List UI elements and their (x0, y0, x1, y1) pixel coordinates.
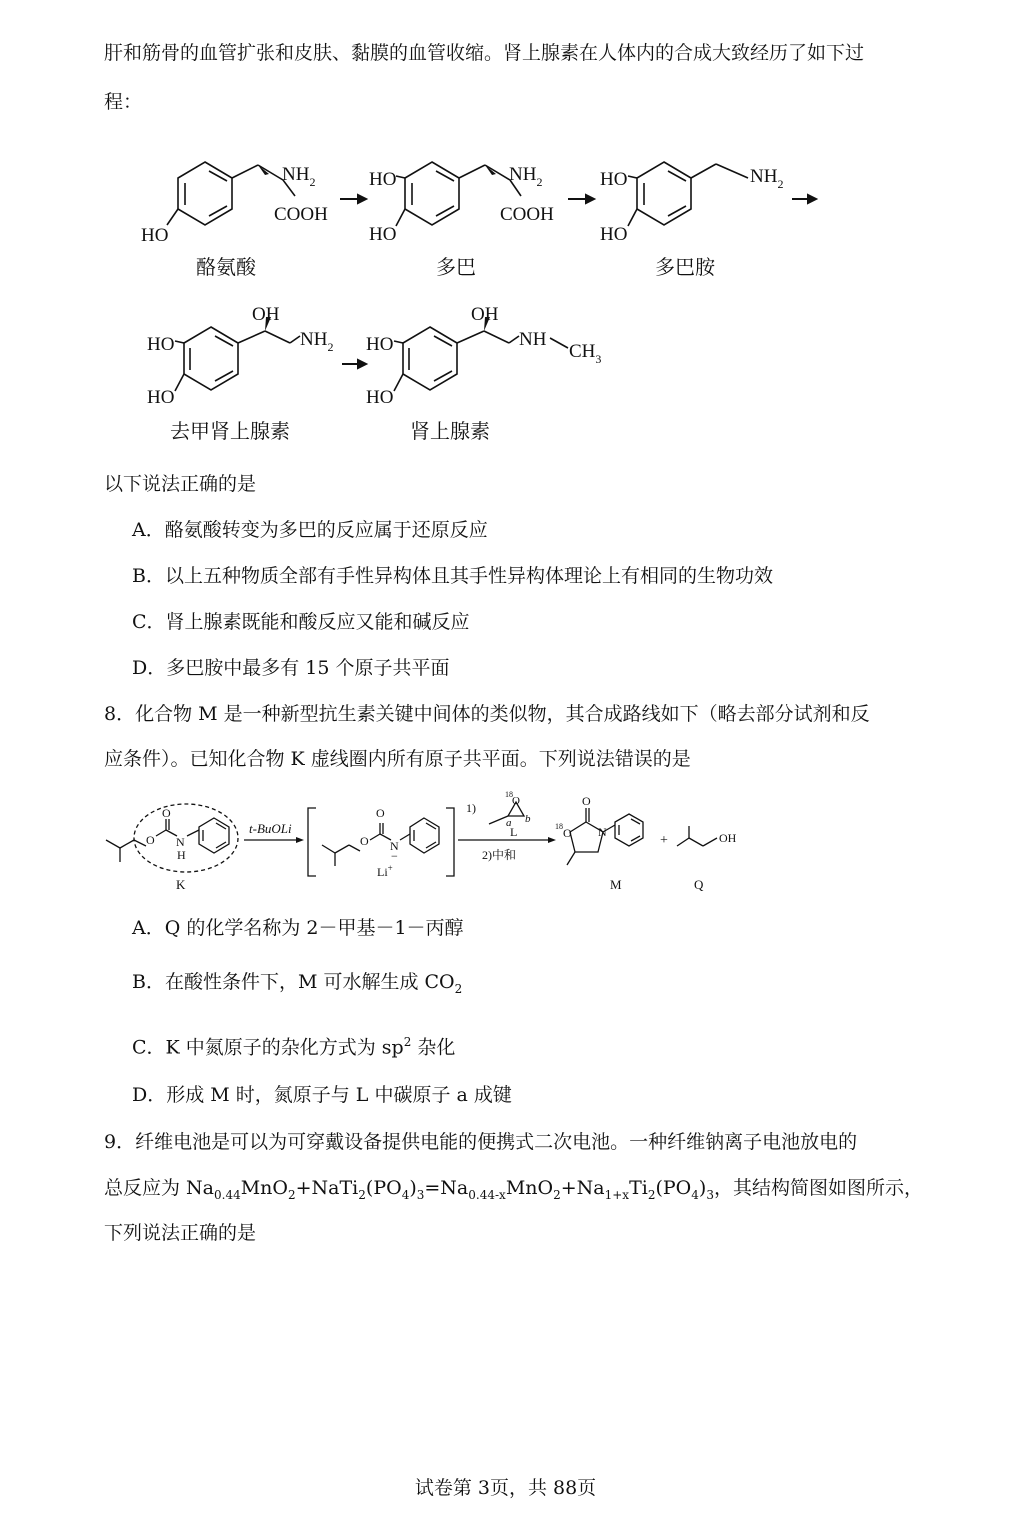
q7-option-c: C．肾上腺素既能和酸反应又能和碱反应 (132, 611, 470, 633)
dopamine-label: 多巴胺 (655, 257, 715, 279)
li-label: Li+ (377, 863, 393, 879)
tyr-cooh-label: COOH (274, 204, 328, 225)
norepi-ho-top-label: HO (147, 334, 175, 355)
carbon-b-label: b (525, 813, 531, 825)
k-h-label: H (177, 848, 186, 862)
q8-option-c: C．K 中氮原子的杂化方式为 $sp^2$ 杂化 (132, 1035, 456, 1059)
dopamine-ho-bottom-label: HO (600, 224, 628, 245)
step1-label: 1) (466, 801, 476, 815)
epi-ho-bottom-label: HO (366, 387, 394, 408)
k-carbonyl-o-label: O (162, 806, 171, 820)
q9-line-2: 总反应为 $Na_{0.44}MnO_2+NaTi_2(PO_4)_3=Na_{0.44-x}MnO_2+Na_{1+x}Ti_2(PO_4)_3$，其结构简图如图所示， (104, 1177, 923, 1202)
label-M: M (610, 877, 622, 892)
tyr-ho-label: HO (141, 225, 169, 246)
epi-oh-label: OH (471, 304, 499, 325)
label-K: K (176, 877, 186, 892)
norepi-ho-bottom-label: HO (147, 387, 175, 408)
m-n-label: N (598, 825, 607, 839)
step2-label: 2)中和 (482, 848, 516, 862)
page-footer: 试卷第 3页，共 88页 (414, 1477, 597, 1499)
intro-line-1: 肝和筋骨的血管扩张和皮肤、黏膜的血管收缩。肾上腺素在人体内的合成大致经历了如下过 (104, 42, 865, 64)
q8-stem-line-2: 应条件）。已知化合物 K 虚线圈内所有原子共平面。下列说法错误的是 (104, 748, 691, 770)
m-carbonyl-o-label: O (582, 794, 591, 808)
tyrosine-label: 酪氨酸 (196, 257, 256, 279)
k-n-label: N (176, 835, 185, 849)
carbon-a-label: a (506, 817, 512, 829)
norepinephrine-label: 去甲肾上腺素 (170, 421, 290, 443)
dopa-label: 多巴 (436, 257, 476, 279)
anion-o-label: O (360, 834, 369, 848)
norepi-oh-label: OH (252, 304, 280, 325)
q8-option-d: D．形成 M 时，氮原子与 L 中碳原子 a 成键 (132, 1084, 512, 1106)
epi-nh-label: NH (519, 329, 547, 350)
norepi-nh2-label: $NH_2$ (300, 329, 334, 354)
q-oh-label: OH (719, 831, 737, 845)
anion-n-label: N (390, 839, 399, 853)
m-ring-o-label: O (563, 826, 572, 840)
epi-ho-top-label: HO (366, 334, 394, 355)
epinephrine-label: 肾上腺素 (410, 421, 490, 443)
q7-stem: 以下说法正确的是 (104, 473, 257, 495)
label-L: L (510, 825, 518, 839)
anion-carbonyl-o-label: O (376, 806, 385, 820)
epi-ch3-label: $CH_3$ (569, 341, 602, 366)
dopamine-nh2-label: $NH_2$ (750, 166, 784, 191)
q7-option-a: A．酪氨酸转变为多巴的反应属于还原反应 (132, 519, 488, 541)
plus-sign: + (660, 833, 668, 848)
dopa-ho-bottom-label: HO (369, 224, 397, 245)
q8-stem-line-1: 8．化合物 M 是一种新型抗生素关键中间体的类似物，其合成路线如下（略去部分试剂和反 (104, 703, 870, 725)
reagent-tbuoli: t-BuOLi (249, 821, 292, 836)
k-o-label: O (146, 833, 155, 847)
epoxide-18-label: 18 (505, 790, 513, 799)
label-Q: Q (694, 877, 704, 892)
anion-minus: − (391, 849, 398, 863)
dopa-ho-top-label: HO (369, 169, 397, 190)
q9-line-3: 下列说法正确的是 (104, 1222, 257, 1244)
q7-option-d: D．多巴胺中最多有 15 个原子共平面 (132, 657, 450, 679)
m-18-label: 18 (555, 822, 563, 831)
epoxide-o-label: O (512, 795, 520, 807)
dopa-cooh-label: COOH (500, 204, 554, 225)
tyr-nh2-label: $NH_2$ (282, 164, 316, 189)
q7-option-b: B．以上五种物质全部有手性异构体且其手性异构体理论上有相同的生物功效 (132, 565, 773, 587)
dopa-nh2-label: $NH_2$ (509, 164, 543, 189)
q8-option-b: B．在酸性条件下，M 可水解生成 $CO_2$ (132, 971, 463, 996)
q9-line-1: 9．纤维电池是可以为可穿戴设备提供电能的便携式二次电池。一种纤维钠离子电池放电的 (104, 1131, 858, 1153)
dopamine-ho-top-label: HO (600, 169, 628, 190)
q8-option-a: A．Q 的化学名称为 2－甲基－1－丙醇 (132, 917, 464, 939)
intro-line-2: 程： (104, 91, 143, 113)
